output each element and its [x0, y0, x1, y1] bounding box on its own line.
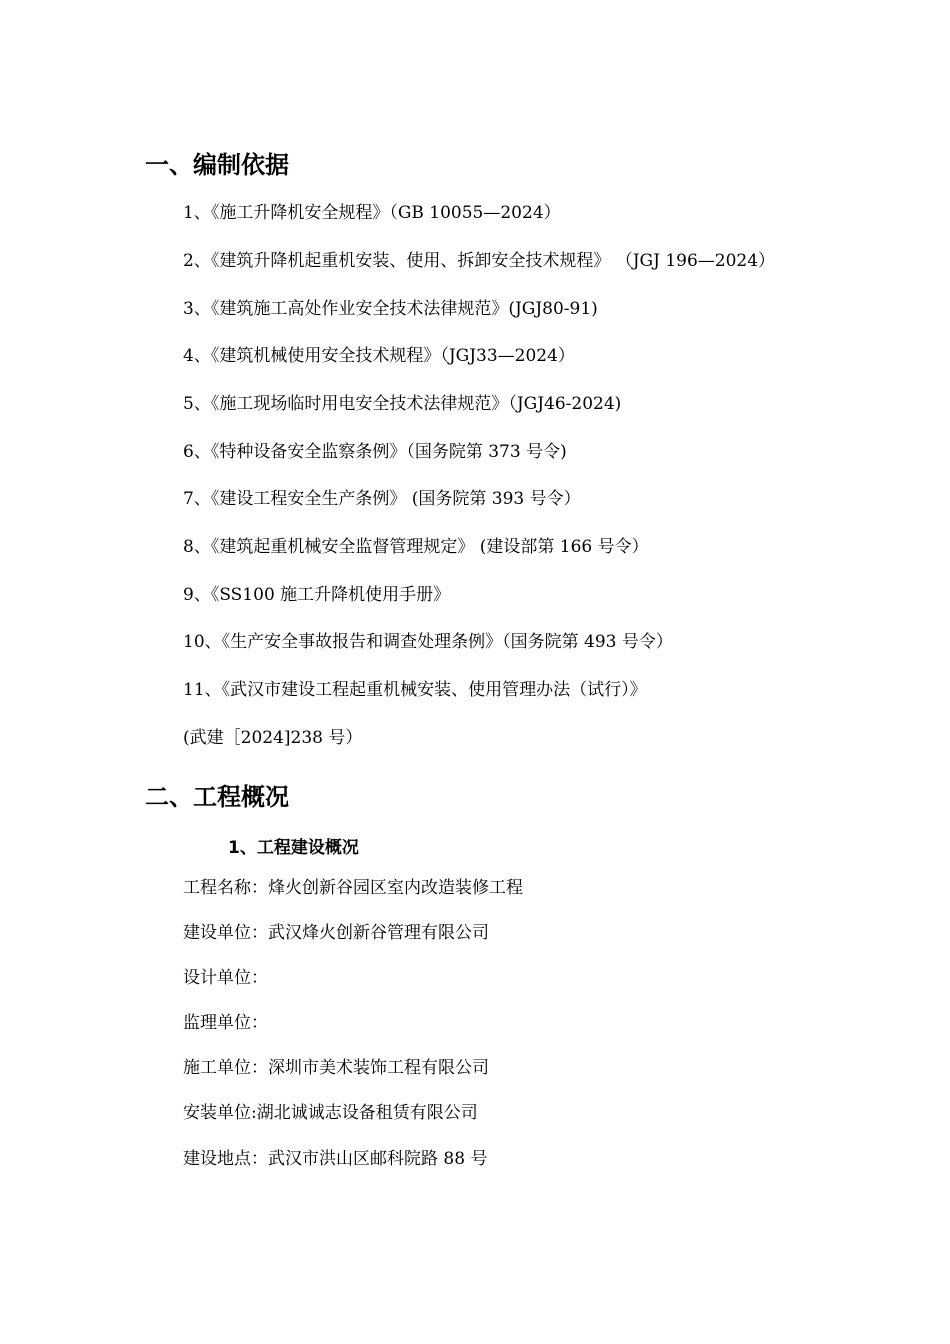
supervisor-row: 监理单位： [183, 1013, 268, 1033]
designer-row: 设计单位： [183, 968, 268, 988]
section-title-basis: 一、编制依据 [145, 151, 289, 179]
installer-row: 安装单位:湖北诚诚志设备租赁有限公司 [183, 1103, 478, 1123]
reference-item: 4、《建筑机械使用安全技术规程》（JGJ33—2024） [183, 346, 575, 366]
reference-item-continuation: (武建［2024]238 号） [183, 728, 363, 748]
reference-item: 6、《特种设备安全监察条例》（国务院第 373 号令) [183, 442, 567, 462]
reference-item: 1、《施工升降机安全规程》（GB 10055—2024） [183, 203, 561, 223]
reference-item: 2、《建筑升降机起重机安装、使用、拆卸安全技术规程》 （JGJ 196—2024） [183, 251, 776, 271]
location-row: 建设地点：武汉市洪山区邮科院路 88 号 [183, 1149, 488, 1169]
owner-row: 建设单位：武汉烽火创新谷管理有限公司 [183, 923, 489, 943]
subsection-title: 1、工程建设概况 [228, 838, 359, 858]
reference-item: 5、《施工现场临时用电安全技术法律规范》（JGJ46-2024) [183, 394, 622, 414]
section-title-overview: 二、工程概况 [145, 783, 289, 811]
project-name-row: 工程名称：烽火创新谷园区室内改造装修工程 [183, 878, 523, 898]
reference-item: 10、《生产安全事故报告和调查处理条例》（国务院第 493 号令） [183, 632, 673, 652]
reference-item: 8、《建筑起重机械安全监督管理规定》 (建设部第 166 号令） [183, 537, 649, 557]
reference-item: 11、《武汉市建设工程起重机械安装、使用管理办法（试行）》 [183, 680, 647, 700]
contractor-row: 施工单位：深圳市美术装饰工程有限公司 [183, 1058, 489, 1078]
reference-item: 7、《建设工程安全生产条例》 (国务院第 393 号令） [183, 489, 581, 509]
reference-item: 9、《SS100 施工升降机使用手册》 [183, 585, 451, 605]
reference-item: 3、《建筑施工高处作业安全技术法律规范》(JGJ80-91) [183, 299, 598, 319]
